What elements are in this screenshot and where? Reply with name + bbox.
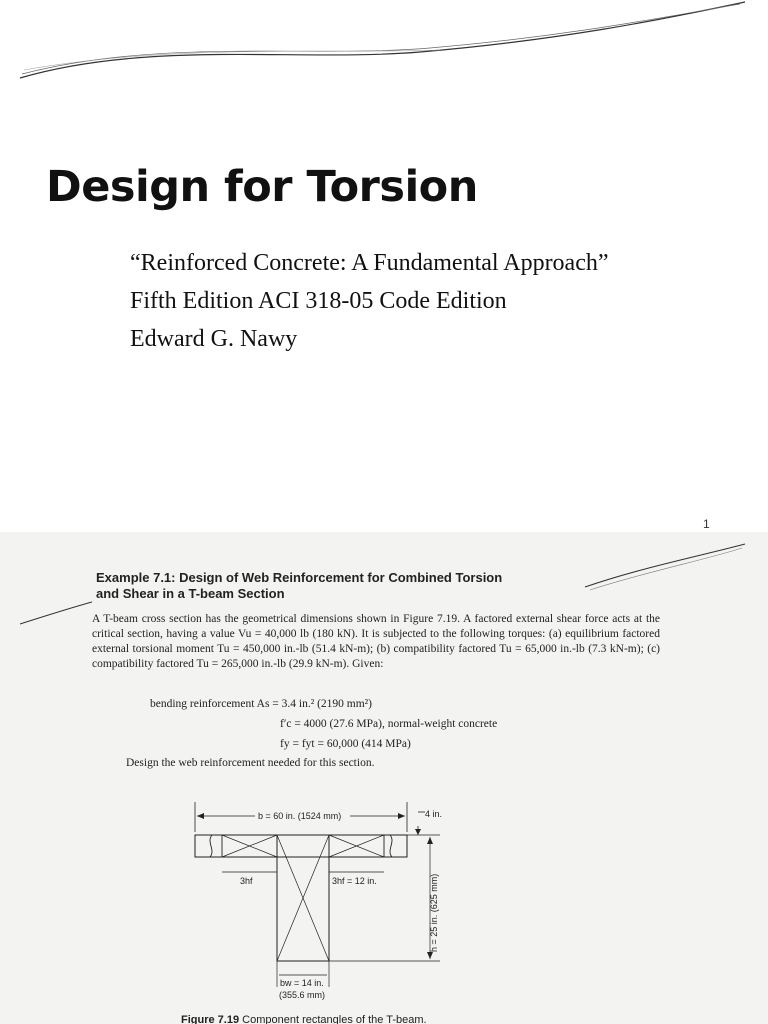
figure-caption-label: Figure 7.19 [181, 1014, 240, 1024]
figure-caption-text: Component rectangles of the T-beam. [242, 1014, 427, 1024]
dim-bw-label: bw = 14 in. [280, 978, 324, 988]
book-title: “Reinforced Concrete: A Fundamental Approach” [130, 250, 609, 276]
dim-h-label: h = 25 in. (625 mm) [429, 873, 439, 952]
t-beam-figure [0, 532, 768, 1024]
problem-paragraph: A T-beam cross section has the geometrical dimensions shown in Figure 7.19. A factored external shear force acts at the critical section, having a value Vu = 40,000 lb (180 kN). It is subjected to the following torques: (a) equilibrium factored external torsional moment Tu = 450,000 in.-lb (51.4 kN-m); (b) compatibility factored Tu = 65,000 in.-lb (7.3 kN-m); (c) compatibility factored Tu = 265,000 in.-lb (29.9 kN-m). Given: [92, 613, 660, 670]
given-concrete-strength: f′c = 4000 (27.6 MPa), normal-weight concrete [280, 718, 498, 730]
slide-subtitle [130, 244, 609, 358]
book-edition: Fifth Edition ACI 318-05 Code Edition [130, 288, 507, 314]
design-instruction: Design the web reinforcement needed for this section. [126, 757, 375, 769]
figure-caption [181, 1014, 427, 1024]
dim-right-overhang-label: 3hf = 12 in. [332, 876, 377, 886]
decorative-swoosh-top [0, 0, 768, 100]
slide-title: Design for Torsion [46, 162, 478, 212]
dim-b-label: b = 60 in. (1524 mm) [258, 811, 342, 821]
scanned-example-page [0, 532, 768, 1024]
dim-bw-metric-label: (355.6 mm) [279, 990, 326, 1000]
page-number: 1 [703, 517, 710, 530]
given-steel-strength: fy = fyt = 60,000 (414 MPa) [280, 738, 411, 750]
dim-hf-label: 4 in. [425, 809, 443, 819]
example-heading-line-1: Example 7.1: Design of Web Reinforcement for Combined Torsion [96, 570, 503, 585]
example-heading-line-2: and Shear in a T-beam Section [96, 586, 285, 601]
book-author: Edward G. Nawy [130, 326, 298, 352]
dim-left-overhang-label: 3hf [240, 876, 253, 886]
given-bending-reinforcement: bending reinforcement As = 3.4 in.² (2190 mm²) [150, 698, 372, 710]
